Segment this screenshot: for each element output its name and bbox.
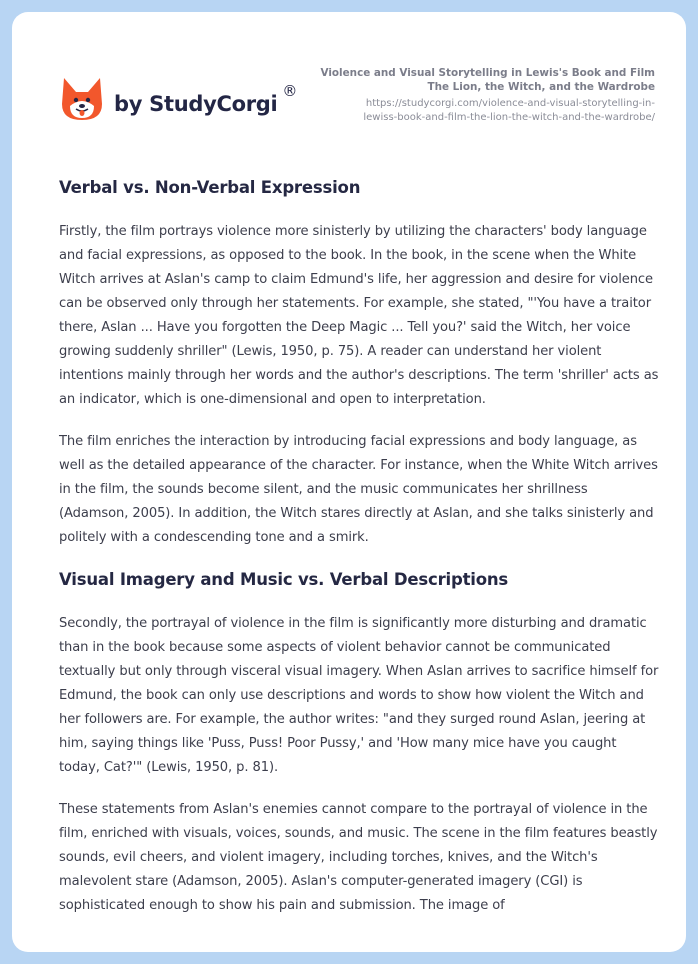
section-heading: Visual Imagery and Music vs. Verbal Descriptions <box>59 570 509 589</box>
paragraph: Secondly, the portrayal of violence in the film is significantly more disturbing and dramatic than in the book because some aspects of violent behavior cannot be communicated textually but only through visceral visual imagery. When Aslan arrives to sacrifice himself for Edmund, the book can only use descriptions and words to show how violent the Witch and her followers are. For example, the author writes: "and they surged round Aslan, jeering at him, saying things like 'Puss, Puss! Poor Pussy,' and 'How many mice have you caught today, Cat?'" (Lewis, 1950, p. 81). <box>59 616 659 775</box>
studycorgi-logo[interactable] <box>60 76 297 122</box>
section-heading: Verbal vs. Non-Verbal Expression <box>59 178 361 197</box>
document-meta <box>275 66 655 125</box>
paragraph: These statements from Aslan's enemies cannot compare to the portrayal of violence in the film, enriched with visuals, voices, sounds, and music. The scene in the film features beastly sounds, evil cheers, and violent imagery, including torches, knives, and the Witch's malevolent stare (Adamson, 2005). Aslan's computer-generated imagery (CGI) is sophisticated enough to show his pain and submission. The image of <box>59 802 658 913</box>
registered-mark: ® <box>282 82 298 100</box>
document-url-line-1[interactable]: https://studycorgi.com/violence-and-visual-storytelling-in- <box>365 98 655 109</box>
paragraph: Firstly, the film portrays violence more sinisterly by utilizing the characters' body language and facial expressions, as opposed to the book. In the book, in the scene when the White Witch arrives at Aslan's camp to claim Edmund's life, her aggression and desire for violence can be observed only through her statements. For example, she stated, "'You have a traitor there, Aslan ... Have you forgotten the Deep Magic ... Tell you?' said the Witch, her voice growing suddenly shriller" (Lewis, 1950, p. 75). A reader can understand her violent intentions mainly through her words and the author's descriptions. The term 'shriller' acts as an indicator, which is one-dimensional and open to interpretation. <box>59 224 659 407</box>
brand-name: by StudyCorgi <box>114 92 278 116</box>
document-header <box>12 12 686 162</box>
article-body <box>59 176 659 936</box>
paragraph: The film enriches the interaction by introducing facial expressions and body language, as well as the detailed appearance of the character. For instance, when the White Witch arrives in the film, the sounds become silent, and the music communicates her shrillness (Adamson, 2005). In addition, the Witch stares directly at Aslan, and she talks sinisterly and politely with a condescending tone and a smirk. <box>59 434 658 545</box>
document-title-line-2: The Lion, the Witch, and the Wardrobe <box>427 81 655 93</box>
document-title-line-1: Violence and Visual Storytelling in Lewis's Book and Film <box>320 67 655 79</box>
document-card <box>12 12 686 952</box>
corgi-logo-icon <box>60 76 104 122</box>
document-url-line-2[interactable]: lewiss-book-and-film-the-lion-the-witch-and-the-wardrobe/ <box>363 112 655 123</box>
